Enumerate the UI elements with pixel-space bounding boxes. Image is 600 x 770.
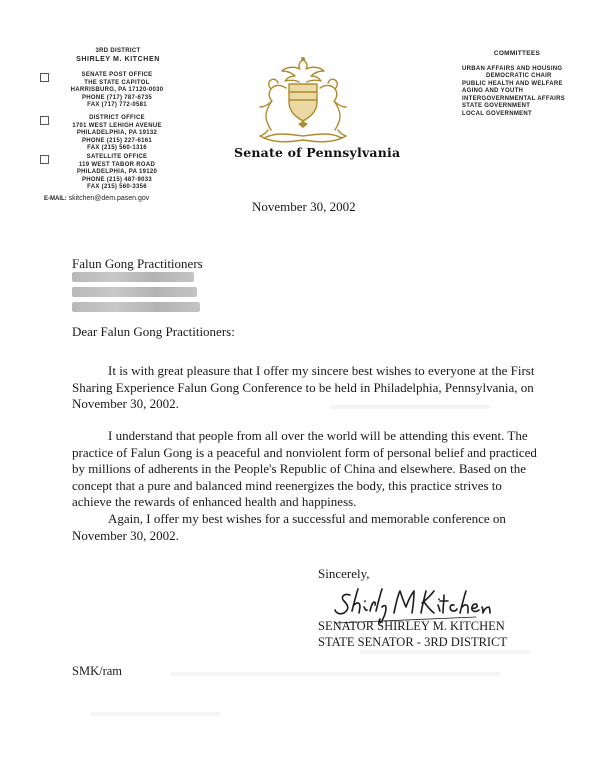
senator-district: STATE SENATOR - 3RD DISTRICT [318, 635, 508, 649]
office-line: FAX (215) 560-3356 [87, 184, 147, 190]
committees-block [462, 50, 572, 118]
senate-of-pennsylvania-title: Senate of Pennsylvania [234, 145, 401, 160]
senator-title: SENATOR SHIRLEY M. KITCHEN [318, 619, 505, 633]
committee-item: LOCAL GOVERNMENT [462, 110, 533, 117]
checkbox-senate-post-office[interactable] [40, 73, 49, 82]
closing: Sincerely, [318, 566, 370, 581]
office-senate-post-office [62, 72, 172, 110]
paragraph-1: It is with great pleasure that I offer my sincere best wishes to everyone at the First Sharing Experience Falun Gong Conference to be held in Philadelphia, Pennsylvania, on November 30, 2002. [72, 363, 535, 411]
office-line: FAX (215) 560-1316 [87, 145, 147, 151]
salutation: Dear Falun Gong Practitioners: [72, 324, 235, 339]
committee-item: PUBLIC HEALTH AND WELFARE [462, 80, 563, 87]
office-line: DISTRICT OFFICE [89, 115, 145, 121]
bleed-through-mark [360, 650, 530, 654]
letter-date: November 30, 2002 [252, 199, 356, 214]
recipient-name: Falun Gong Practitioners [72, 256, 203, 271]
redacted-address-line [72, 287, 197, 297]
district-label: 3RD DISTRICT [95, 48, 141, 54]
committee-item: STATE GOVERNMENT [462, 103, 531, 109]
district-heading [48, 48, 188, 63]
signature-block [318, 618, 507, 650]
email-label: E-MAIL: [44, 196, 67, 202]
committee-item: URBAN AFFAIRS AND HOUSING [462, 65, 563, 72]
office-line: 1701 WEST LEHIGH AVENUE [72, 122, 162, 129]
checkbox-satellite-office[interactable] [40, 155, 49, 164]
paragraph-3: Again, I offer my best wishes for a successful and memorable conference on November 30, 2002. [72, 511, 506, 543]
redacted-address-line [72, 302, 200, 312]
redacted-address-line [72, 272, 194, 282]
office-line: PHILADELPHIA, PA 19120 [76, 169, 158, 175]
office-line: 119 WEST TABOR ROAD [78, 161, 156, 168]
pennsylvania-seal-icon [242, 54, 364, 146]
office-satellite-office [62, 154, 172, 192]
office-line: PHILADELPHIA, PA 19132 [76, 130, 158, 136]
office-line: PHONE (215) 487-9033 [81, 176, 153, 183]
office-line: SENATE POST OFFICE [81, 72, 153, 78]
bleed-through-mark [330, 405, 490, 409]
paragraph-2: I understand that people from all over the world will be attending this event. The practice of Falun Gong is a peaceful and nonviolent form of personal belief and practiced by millions of adherents in the People's Republic of China and elsewhere. Based on the concept that a pure and balanced mind reenergizes the body, this practice strives to achieve the rewards of enhanced health and happiness. [72, 428, 537, 509]
typist-initials: SMK/ram [72, 664, 122, 678]
bleed-through-mark [170, 672, 500, 676]
office-line: FAX (717) 772-0581 [87, 102, 147, 108]
committee-item: DEMOCRATIC CHAIR [486, 73, 552, 79]
office-line: THE STATE CAPITOL [84, 79, 150, 86]
checkbox-district-office[interactable] [40, 116, 49, 125]
committee-item: AGING AND YOUTH [462, 88, 524, 94]
office-district-office [62, 115, 172, 153]
office-line: PHONE (717) 787-6735 [81, 94, 153, 101]
senator-name-header: SHIRLEY M. KITCHEN [76, 55, 160, 63]
office-line: SATELLITE OFFICE [86, 154, 148, 160]
office-line: PHONE (215) 227-6161 [81, 137, 153, 144]
bleed-through-mark [90, 712, 220, 716]
committees-title: COMMITTEES [493, 50, 541, 57]
office-line: HARRISBURG, PA 17120-0030 [70, 87, 164, 93]
committee-item: INTERGOVERNMENTAL AFFAIRS [462, 95, 566, 102]
email-address: skitchen@dem.pasen.gov [68, 195, 150, 202]
email-line [44, 195, 149, 202]
